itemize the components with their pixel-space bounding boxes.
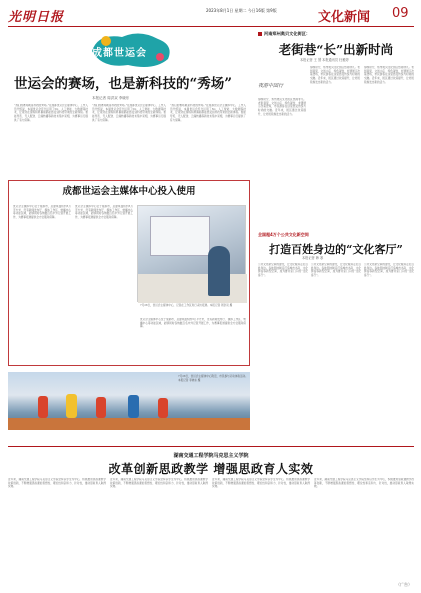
second-body-col-3: 公共文化新空间的建设，让文化服务走近百姓身边。各地因地制宜打造城市书房、文化驿站等新型空间，成为群众家门口的“文化客厅”。 (364, 263, 414, 278)
bottom-body-col-3: 近年来，湖南交通工程学院马克思主义学院坚持以学生为中心，积极推进思政课教学改革创新，不断增强思政课的思想性、理论性和亲和力、针对性，推动思政育人取得实效。 (212, 478, 310, 489)
lead-body-col-3: “我们的赛场就是科技的秀场。”在成都世运会主媒体中心，工作人员介绍说，本届世运会充分运用了5G、人工智能、大数据等技术，让观众在现场和屏幕前都能感受到科技带来的全新体验。智能导览、无人配送、云端转播等新技术集中亮相，为赛事运行提供了有力保障。 (170, 104, 246, 122)
feature-body-col-1: 世运会主媒体中心位于成都市，总建筑面积约3万平方米，设有新闻发布厅、媒体工作区、转播中心等功能区域，能够同时容纳数百名中外记者开展工作，为赛事报道提供全方位服务保障。 (13, 205, 71, 220)
second-body-col-1: 公共文化新空间的建设，让文化服务走近百姓身边。各地因地制宜打造城市书房、文化驿站等新型空间，成为群众家门口的“文化客厅”。 (258, 263, 308, 278)
right-body-col-2: 傍晚时分，郑州奥贝文化街区热闹非凡。老街巷里，文创小店、特色餐饮、非遗展示次第登场，市民游客在这里感受传统与时尚的交融。近年来，街区通过改造提升，让老街巷焕发出新的活力。 (310, 66, 360, 84)
media-center-photo (137, 205, 246, 302)
feature-body-col-3: 世运会主媒体中心位于成都市，总建筑面积约3万平方米，设有新闻发布厅、媒体工作区、转播中心等功能区域，能够同时容纳数百名中外记者开展工作，为赛事报道提供全方位服务保障。 (140, 318, 246, 329)
issue-date: 2023年8月1日 星期二 今日16版 第9版 (206, 8, 277, 13)
bottom-body-col-4: 近年来，湖南交通工程学院马克思主义学院坚持以学生为中心，积极推进思政课教学改革创新，不断增强思政课的思想性、理论性和亲和力、针对性，推动思政育人取得实效。 (314, 478, 414, 489)
feature-body-col-2: 世运会主媒体中心位于成都市，总建筑面积约3万平方米，设有新闻发布厅、媒体工作区、转播中心等功能区域，能够同时容纳数百名中外记者开展工作，为赛事报道提供全方位服务保障。 (75, 205, 133, 220)
right-story-headline: 老街巷“长”出新时尚 (278, 42, 394, 57)
right-story-byline: 本报记者 王 慧 本报通讯员 杜雅婷 (300, 58, 349, 62)
right-body-col-3: 傍晚时分，郑州奥贝文化街区热闹非凡。老街巷里，文创小店、特色餐饮、非遗展示次第登场，市民游客在这里感受传统与时尚的交融。近年来，街区通过改造提升，让老街巷焕发出新的活力。 (364, 66, 414, 84)
bottom-body-col-2: 近年来，湖南交通工程学院马克思主义学院坚持以学生为中心，积极推进思政课教学改革创新，不断增强思政课的思想性、理论性和亲和力、针对性，推动思政育人取得实效。 (110, 478, 208, 489)
lead-body-col-2: “我们的赛场就是科技的秀场。”在成都世运会主媒体中心，工作人员介绍说，本届世运会充分运用了5G、人工智能、大数据等技术，让观众在现场和屏幕前都能感受到科技带来的全新体验。智能导览、无人配送、云端转播等新技术集中亮相，为赛事运行提供了有力保障。 (92, 104, 166, 122)
page-number: 09 (392, 6, 409, 21)
right-story-kicker: 河南郑州奥贝文化街区： (258, 31, 414, 37)
bottom-kicker: 湖南交通工程学院马克思主义学院 (173, 453, 249, 459)
section-rule (8, 446, 414, 447)
second-story-kicker: 全国超4万个公共文化新空间 (258, 232, 309, 237)
feature-headline: 成都世运会主媒体中心投入使用 (62, 186, 196, 197)
games-logo-text: 成都世运会 (92, 48, 147, 59)
bottom-headline: 改革创新思政教学 增强思政育人实效 (108, 462, 314, 476)
media-center-caption: 7月28日，世运会主媒体中心，记者在工作区进行采访报道。本报记者 周洪双 摄 (140, 304, 233, 307)
newspaper-brand: 光明日报 (8, 10, 65, 25)
lead-body-col-1: “我们的赛场就是科技的秀场。”在成都世运会主媒体中心，工作人员介绍说，本届世运会充分运用了5G、人工智能、大数据等技术，让观众在现场和屏幕前都能感受到科技带来的全新体验。智能导览、无人配送、云端转播等新技术集中亮相，为赛事运行提供了有力保障。 (14, 104, 88, 122)
night-tour-logo: 夜游中国行 (258, 83, 284, 89)
second-body-col-2: 公共文化新空间的建设，让文化服务走近百姓身边。各地因地制宜打造城市书房、文化驿站等新型空间，成为群众家门口的“文化客厅”。 (311, 263, 361, 278)
second-story-headline: 打造百姓身边的“文化客厅” (269, 243, 403, 256)
right-body-col-1: 傍晚时分，郑州奥贝文化街区热闹非凡。老街巷里，文创小店、特色餐饮、非遗展示次第登场，市民游客在这里感受传统与时尚的交融。近年来，街区通过改造提升，让老街巷焕发出新的活力。 (258, 98, 306, 116)
second-story-byline: 本报记者 韩 寒 (302, 256, 324, 260)
sports-photo-caption: 7月28日，世运会主媒体中心附近，市民参与运动体验活动。本报记者 李晓东 摄 (178, 375, 248, 382)
lead-byline: 本报记者 周洪双 李晓东 (92, 96, 130, 100)
ad-mark: （广告） (396, 582, 412, 587)
lead-headline: 世运会的赛场，也是新科技的“秀场” (14, 76, 233, 92)
bottom-body-col-1: 近年来，湖南交通工程学院马克思主义学院坚持以学生为中心，积极推进思政课教学改革创新，不断增强思政课的思想性、理论性和亲和力、针对性，推动思政育人取得实效。 (8, 478, 106, 489)
section-title: 文化新闻 (318, 10, 371, 25)
top-rule (8, 26, 414, 27)
